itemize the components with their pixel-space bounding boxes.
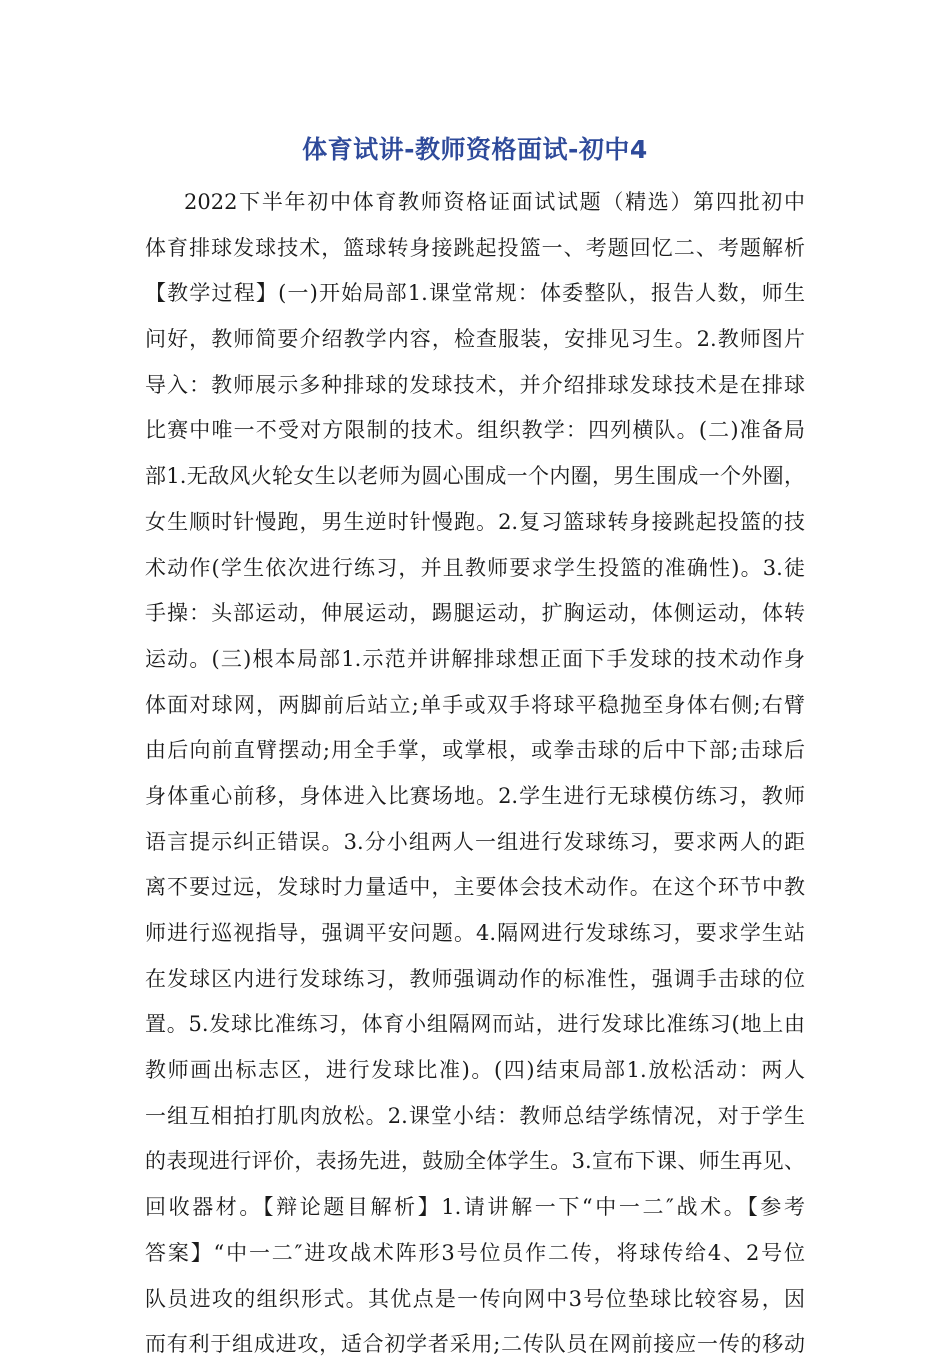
text-line: 手操：头部运动，伸展运动，踢腿运动，扩胸运动，体侧运动，体转 <box>145 601 805 626</box>
text-line: 的表现进行评价，表扬先进，鼓励全体学生。3.宣布下课、师生再见、 <box>145 1149 805 1174</box>
text-line: 由后向前直臂摆动;用全手掌，或掌根，或拳击球的后中下部;击球后 <box>145 738 805 763</box>
text-line: 运动。(三)根本局部1.示范并讲解排球想正面下手发球的技术动作身 <box>145 646 805 671</box>
text-line: 回收器材。【辩论题目解析】1.请讲解一下“中一二″战术。【参考 <box>145 1195 805 1220</box>
text-line: 【教学过程】(一)开始局部1.课堂常规：体委整队，报告人数，师生 <box>145 281 805 306</box>
text-line: 队员进攻的组织形式。其优点是一传向网中3号位垫球比较容易，因 <box>145 1286 805 1311</box>
text-line: 问好，教师简要介绍教学内容，检查服装，安排见习生。2.教师图片 <box>145 327 805 352</box>
text-line: 比赛中唯一不受对方限制的技术。组织教学：四列横队。(二)准备局 <box>145 418 805 443</box>
text-line: 一组互相拍打肌肉放松。2.课堂小结：教师总结学练情况，对于学生 <box>145 1103 805 1128</box>
text-line: 体面对球网，两脚前后站立;单手或双手将球平稳抛至身体右侧;右臂 <box>145 692 805 717</box>
text-line: 教师画出标志区，进行发球比准)。(四)结束局部1.放松活动：两人 <box>145 1058 805 1083</box>
text-line: 在发球区内进行发球练习，教师强调动作的标准性，强调手击球的位 <box>145 966 805 991</box>
text-line: 答案】“中一二″进攻战术阵形3号位员作二传，将球传给4、2号位 <box>145 1240 805 1265</box>
text-line: 导入：教师展示多种排球的发球技术，并介绍排球发球技术是在排球 <box>145 372 805 397</box>
text-line: 女生顺时针慢跑，男生逆时针慢跑。2.复习篮球转身接跳起投篮的技 <box>145 509 805 534</box>
document-body <box>145 180 805 1368</box>
text-line: 置。5.发球比准练习，体育小组隔网而站，进行发球比准练习(地上由 <box>145 1012 805 1037</box>
document-title: 体育试讲-教师资格面试-初中4 <box>302 135 648 164</box>
text-line: 师进行巡视指导，强调平安问题。4.隔网进行发球练习，要求学生站 <box>145 921 805 945</box>
text-line: 语言提示纠正错误。3.分小组两人一组进行发球练习，要求两人的距 <box>145 829 805 854</box>
text-line: 部1.无敌风火轮女生以老师为圆心围成一个内圈，男生围成一个外圈， <box>145 464 805 489</box>
text-line: 2022下半年初中体育教师资格证面试试题（精选）第四批初中 <box>184 190 805 214</box>
text-line: 身体重心前移，身体进入比赛场地。2.学生进行无球模仿练习，教师 <box>145 783 805 808</box>
text-line: 术动作(学生依次进行练习，并且教师要求学生投篮的准确性)。3.徒 <box>145 555 805 580</box>
text-line: 体育排球发球技术，篮球转身接跳起投篮一、考题回忆二、考题解析 <box>145 235 805 260</box>
text-line: 而有利于组成进攻，适合初学者采用;二传队员在网前接应一传的移动 <box>145 1332 805 1357</box>
text-line: 离不要过远，发球时力量适中，主要体会技术动作。在这个环节中教 <box>145 875 805 900</box>
